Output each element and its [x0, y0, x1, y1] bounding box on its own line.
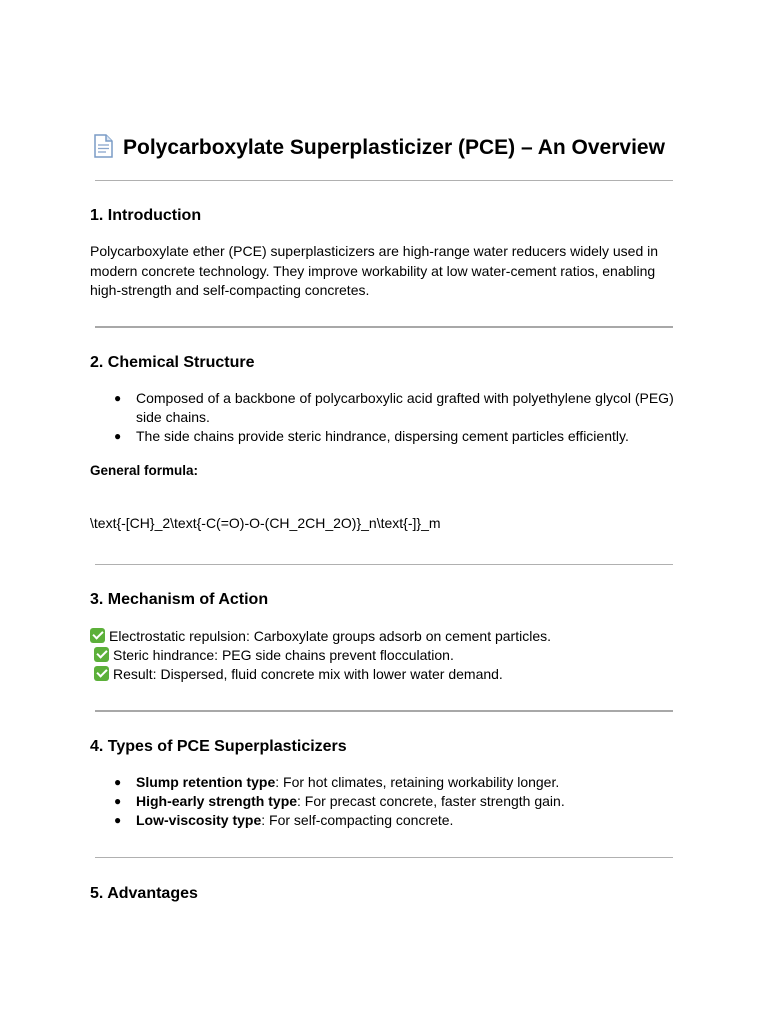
bullet-icon: ● [114, 429, 122, 443]
divider [95, 857, 673, 858]
mechanism-item: Steric hindrance: PEG side chains prevent flocculation. [94, 646, 454, 665]
bullet-icon: ● [114, 775, 122, 789]
bullet-icon: ● [114, 794, 122, 808]
page-title-text: Polycarboxylate Superplasticizer (PCE) – An Overview [123, 136, 665, 159]
list-item: ● Composed of a backbone of polycarboxylic acid grafted with polyethylene glycol (PEG) side chains. [114, 390, 674, 425]
section-heading-introduction: 1. Introduction [90, 207, 202, 224]
divider [95, 180, 673, 181]
type-description: : For precast concrete, faster strength gain. [297, 793, 565, 809]
bullet-icon: ● [114, 813, 122, 827]
list-item [90, 811, 680, 830]
type-term: Slump retention type [136, 774, 276, 790]
list-item [90, 792, 680, 811]
check-mark-icon [90, 628, 105, 643]
section-heading-advantages: 5. Advantages [90, 885, 198, 902]
divider [95, 564, 673, 565]
check-mark-icon [94, 647, 109, 662]
check-mark-icon [94, 666, 109, 681]
list-item: ● The side chains provide steric hindrance, dispersing cement particles efficiently. [114, 428, 629, 444]
type-description: : For self-compacting concrete. [261, 812, 454, 828]
introduction-paragraph: Polycarboxylate ether (PCE) superplasticizers are high-range water reducers widely used in modern concrete technology. They improve workability at low water-cement ratios, enabling high-strength and self-compacting concretes. [90, 243, 659, 298]
types-bullet-list [90, 773, 680, 830]
divider [95, 326, 673, 328]
mechanism-item: Electrostatic repulsion: Carboxylate groups adsorb on cement particles. [90, 627, 551, 646]
formula-label: General formula: [90, 463, 199, 478]
general-formula: \text{-[CH}_2\text{-C(=O)-O-(CH_2CH_2O)}_n\text{-]}_m [90, 515, 441, 531]
document-icon [90, 133, 116, 159]
bullet-icon: ● [114, 391, 122, 405]
section-heading-chemical-structure: 2. Chemical Structure [90, 354, 255, 371]
section-heading-mechanism: 3. Mechanism of Action [90, 591, 269, 608]
page-title [90, 131, 665, 165]
type-term: Low-viscosity type [136, 812, 262, 828]
mechanism-item: Result: Dispersed, fluid concrete mix with lower water demand. [94, 665, 503, 684]
type-term: High-early strength type [136, 793, 298, 809]
list-item [90, 773, 680, 792]
structure-bullet-list [90, 389, 680, 446]
type-description: : For hot climates, retaining workability longer. [275, 774, 560, 790]
divider [95, 710, 673, 712]
section-heading-types: 4. Types of PCE Superplasticizers [90, 738, 347, 755]
